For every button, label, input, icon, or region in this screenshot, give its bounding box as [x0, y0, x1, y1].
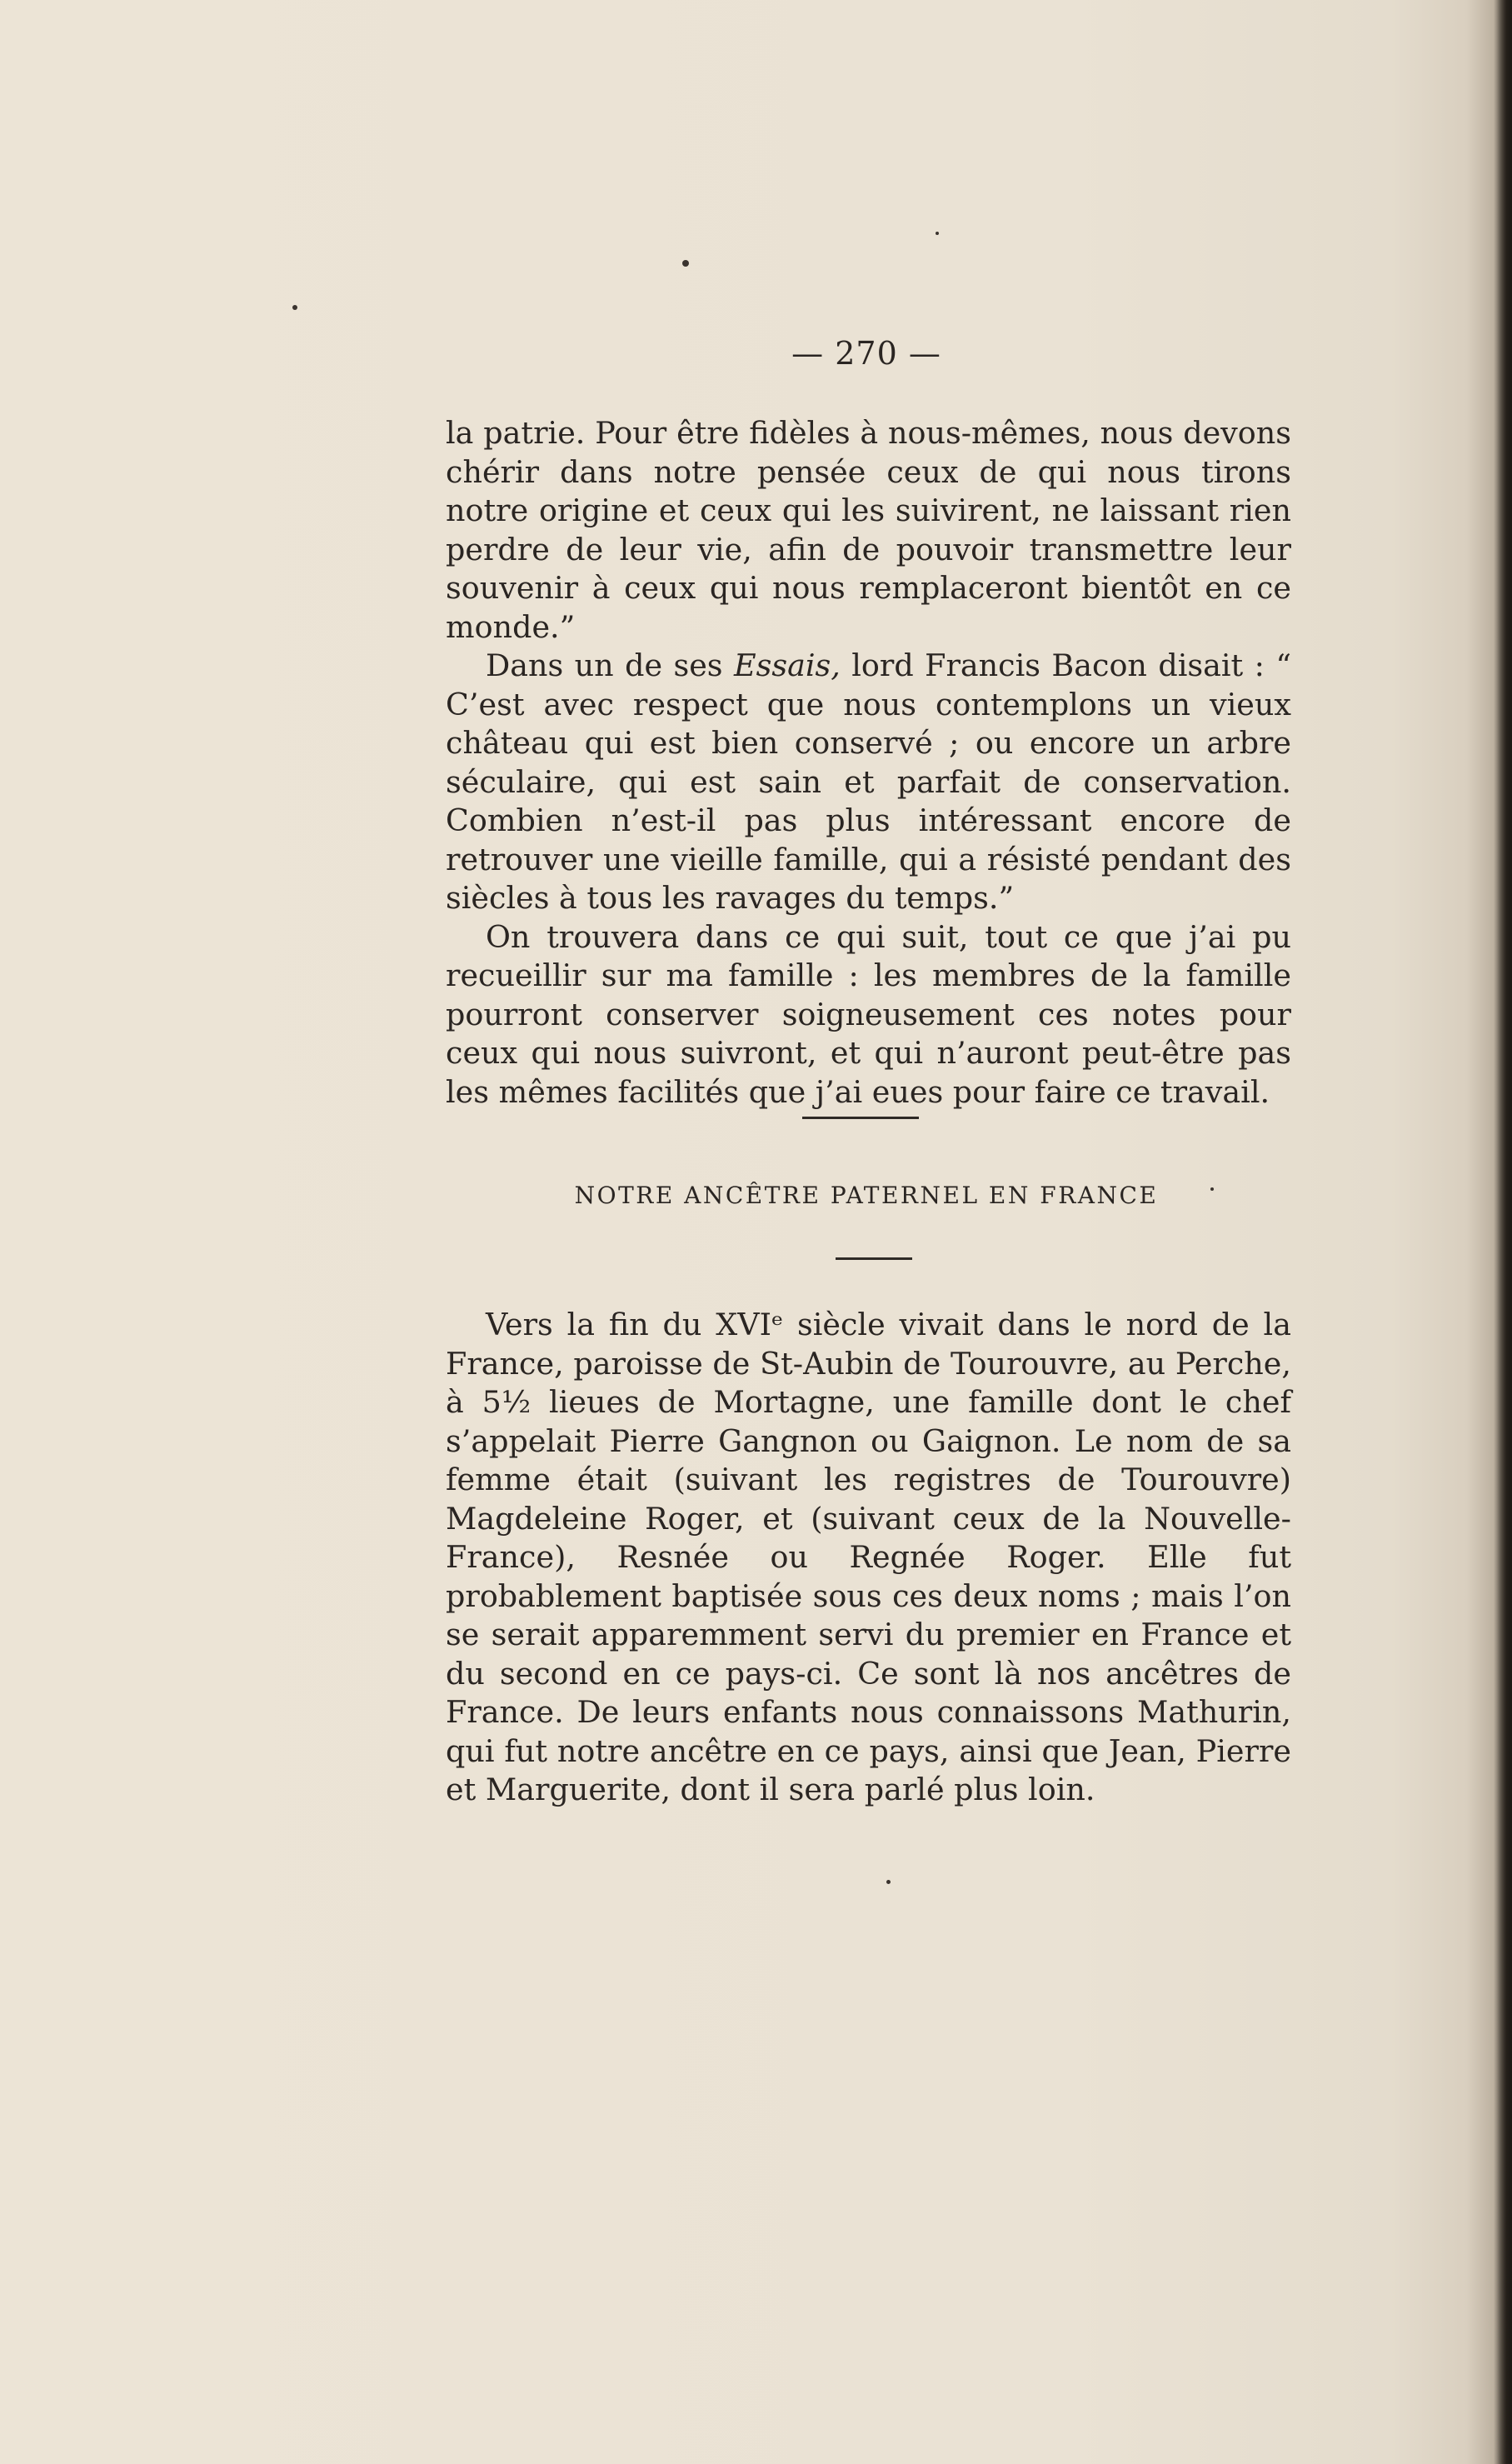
text-section-intro	[446, 414, 1291, 1112]
text-run: Dans un de ses	[486, 647, 734, 683]
ink-speck	[682, 260, 689, 267]
paragraph: la patrie. Pour être fidèles à nous-mêmes, nous devons chérir dans notre pensée ceux de qui nous tirons notre origine et ceux qui les suivirent, ne laissant rien perdre de leur vie, afin de pouvoir transmettre leur souvenir à ceux qui nous remplaceront bientôt en ce monde.”	[446, 415, 1291, 645]
ink-speck	[886, 1880, 891, 1884]
paragraph-bacon-quote	[446, 647, 1291, 918]
paragraph: On trouvera dans ce qui suit, tout ce que j’ai pu recueillir sur ma famille : les membres de la famille pourront conserver soigneusement ces notes pour ceux qui nous suivront, et qui n’auront peut-être pas les mêmes facilités que j’ai eues pour faire ce travail.	[446, 918, 1291, 1110]
ink-speck	[292, 305, 297, 310]
book-title-italic: Essais,	[733, 647, 841, 683]
text-run: lord Francis Bacon disait : “ C’est avec respect que nous contemplons un vieux château qui est bien conservé ; ou encore un arbre séculaire, qui est sain et parfait de conservation. Combien n’est-il pas plus intéressant encore de retrouver une vieille famille, qui a résisté pendant des siècles à tous les ravages du temps.”	[446, 647, 1292, 916]
paragraph: Vers la fin du XVIᵉ siècle vivait dans le nord de la France, paroisse de St-Aubin de Tourouvre, au Perche, à 5½ lieues de Mortagne, une famille dont le chef s’appelait Pierre Gangnon ou Gaignon. Le nom de sa femme était (suivant les registres de Tourouvre) Magdeleine Roger, et (suivant ceux de la Nouvelle-France), Resnée ou Regnée Roger. Elle fut probablement baptisée sous ces deux noms ; mais l’on se serait apparemment servi du premier en France et du second en ce pays-ci. Ce sont là nos ancêtres de France. De leurs enfants nous connaissons Mathurin, qui fut notre ancêtre en ce pays, ainsi que Jean, Pierre et Marguerite, dont il sera parlé plus loin.	[446, 1307, 1291, 1807]
ink-speck	[936, 232, 939, 235]
text-section-ancestor	[446, 1306, 1291, 1810]
heading-underline	[836, 1257, 912, 1260]
section-heading: NOTRE ANCÊTRE PATERNEL EN FRANCE	[574, 1182, 1159, 1209]
section-divider	[802, 1117, 919, 1119]
page-number: — 270 —	[791, 335, 941, 372]
